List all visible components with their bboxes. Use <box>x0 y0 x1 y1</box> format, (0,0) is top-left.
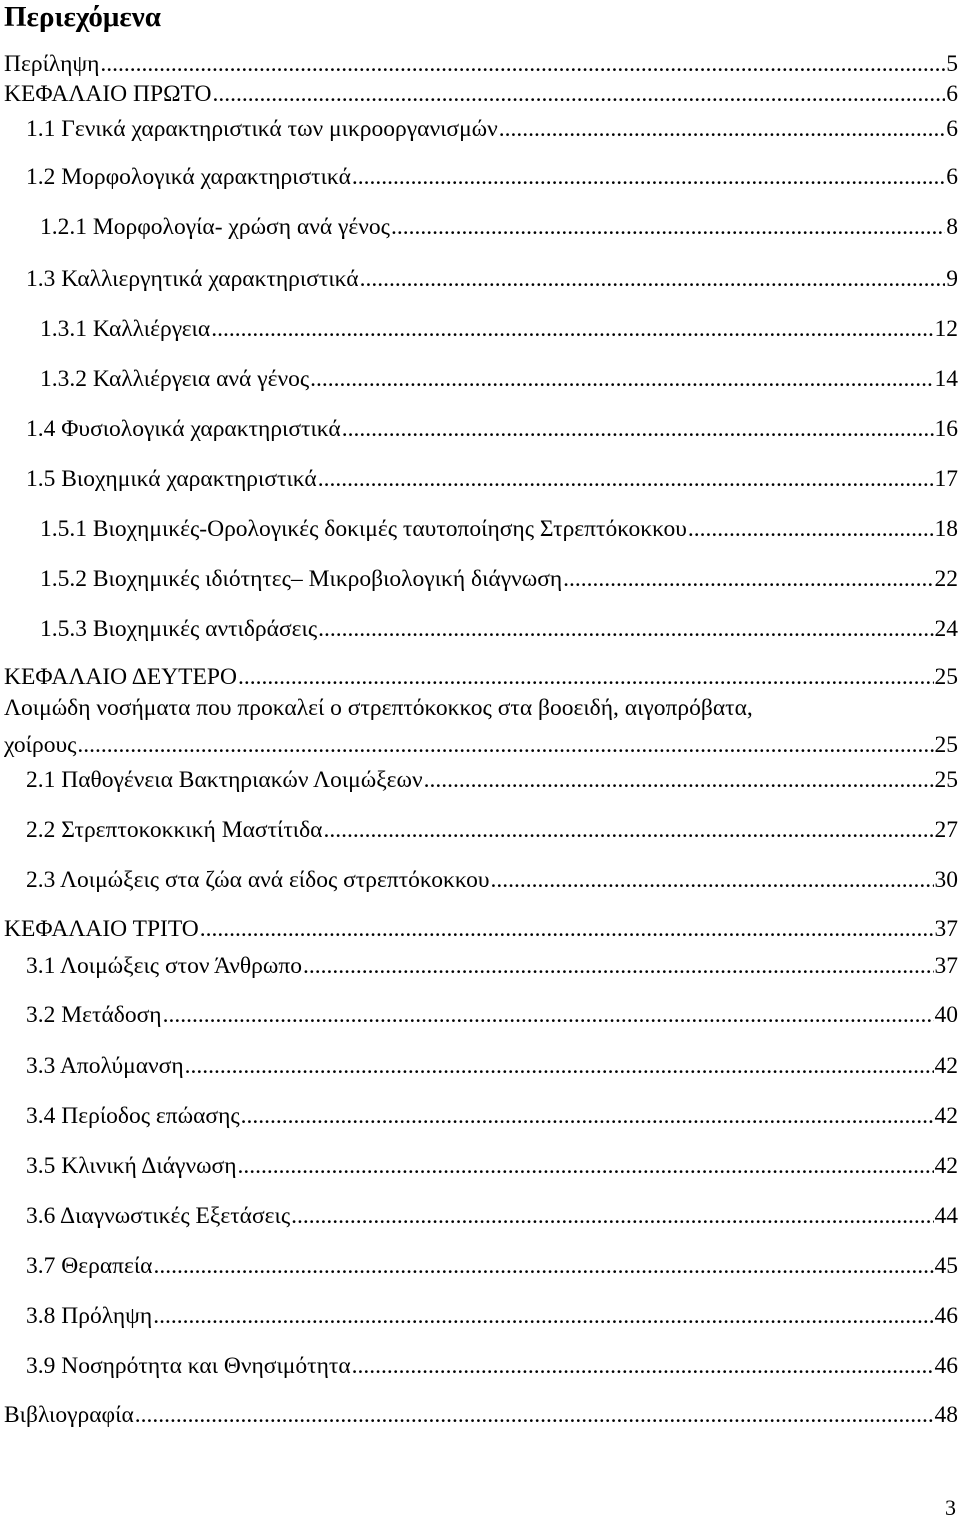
toc-entry[interactable] <box>40 363 958 393</box>
toc-entry-page: 6 <box>946 81 958 107</box>
toc-entry-label: 1.5.1 Βιοχημικές-Ορολογικές δοκιμές ταυτοποίησης Στρεπτόκοκκου <box>40 516 687 542</box>
toc-entry-label: 3.3 Απολύμανση <box>26 1053 184 1079</box>
dot-leader <box>318 466 934 493</box>
toc-entry[interactable] <box>26 950 958 980</box>
toc-entry-page: 25 <box>934 664 958 690</box>
toc-entry[interactable] <box>26 413 958 443</box>
toc-entry[interactable] <box>26 814 958 844</box>
toc-entry-label: 3.7 Θεραπεία <box>26 1253 153 1279</box>
toc-entry-page: 42 <box>934 1153 958 1179</box>
toc-entry[interactable] <box>40 313 958 343</box>
toc-entry[interactable] <box>40 513 958 543</box>
toc-entry-page: 46 <box>934 1303 958 1329</box>
toc-entry[interactable] <box>26 1100 958 1130</box>
dot-leader <box>185 1053 934 1080</box>
dot-leader <box>352 164 945 191</box>
toc-entry-page: 5 <box>946 51 958 77</box>
toc-entry-label: 2.3 Λοιμώξεις στα ζώα ανά είδος στρεπτόκοκκου <box>26 867 490 893</box>
dot-leader <box>238 664 934 691</box>
dot-leader <box>200 916 934 943</box>
toc-entry[interactable] <box>26 1200 958 1230</box>
toc-entry[interactable] <box>26 999 958 1029</box>
dot-leader <box>499 116 945 143</box>
toc-entry-page: 24 <box>934 616 958 642</box>
toc-entry-page: 42 <box>934 1103 958 1129</box>
toc-entry-label: 2.1 Παθογένεια Βακτηριακών Λοιμώξεων <box>26 767 423 793</box>
dot-leader <box>163 1002 934 1029</box>
toc-entry-label: ΚΕΦΑΛΑΙΟ ΔΕΥΤΕΡΟ <box>4 664 237 690</box>
toc-entry[interactable] <box>40 613 958 643</box>
toc-entry-page: 6 <box>946 116 958 142</box>
dot-leader <box>563 566 933 593</box>
toc-entry-label: 3.5 Κλινική Διάγνωση <box>26 1153 237 1179</box>
toc-entry-label: 1.5 Βιοχημικά χαρακτηριστικά <box>26 466 317 492</box>
toc-entry[interactable] <box>26 1250 958 1280</box>
toc-entry-page: 12 <box>934 316 958 342</box>
toc-entry-label: ΚΕΦΑΛΑΙΟ ΠΡΩΤΟ <box>4 81 212 107</box>
toc-entry-label-line1[interactable]: Λοιμώδη νοσήματα που προκαλεί ο στρεπτόκοκκος στα βοοειδή, αιγοπρόβατα, <box>4 695 753 721</box>
toc-entry-page: 45 <box>934 1253 958 1279</box>
toc-entry-label: 1.3.2 Καλλιέργεια ανά γένος <box>40 366 310 392</box>
toc-entry[interactable] <box>26 1350 958 1380</box>
dot-leader <box>352 1353 934 1380</box>
toc-entry-page: 22 <box>934 566 958 592</box>
toc-entry-label: χοίρους <box>4 732 77 758</box>
toc-entry-page: 14 <box>934 366 958 392</box>
toc-entry-label: 1.5.3 Βιοχημικές αντιδράσεις <box>40 616 318 642</box>
dot-leader <box>211 316 933 343</box>
dot-leader <box>491 867 934 894</box>
toc-entry-label: 3.6 Διαγνωστικές Εξετάσεις <box>26 1203 291 1229</box>
toc-entry[interactable] <box>4 913 958 943</box>
toc-entry-label: 3.1 Λοιμώξεις στον Άνθρωπο <box>26 953 302 979</box>
toc-entry-label: 1.2 Μορφολογικά χαρακτηριστικά <box>26 164 351 190</box>
dot-leader <box>100 51 945 78</box>
toc-entry[interactable] <box>26 263 958 293</box>
toc-entry[interactable] <box>4 78 958 108</box>
dot-leader <box>360 266 946 293</box>
toc-entry-page: 16 <box>934 416 958 442</box>
toc-entry-page: 9 <box>946 266 958 292</box>
toc-entry-page: 30 <box>934 867 958 893</box>
toc-entry-label: 1.3 Καλλιεργητικά χαρακτηριστικά <box>26 266 359 292</box>
toc-entry-page: 44 <box>934 1203 958 1229</box>
dot-leader <box>212 81 945 108</box>
toc-entry[interactable] <box>26 1150 958 1180</box>
dot-leader <box>323 817 933 844</box>
toc-entry[interactable] <box>4 1399 958 1429</box>
dot-leader <box>241 1103 934 1130</box>
dot-leader <box>154 1253 934 1280</box>
page-number: 3 <box>945 1495 956 1520</box>
toc-entry-page: 18 <box>934 516 958 542</box>
toc-entry-page: 27 <box>934 817 958 843</box>
toc-entry-label: 1.1 Γενικά χαρακτηριστικά των μικροοργανισμών <box>26 116 498 142</box>
toc-entry-page: 8 <box>946 214 958 240</box>
toc-entry[interactable] <box>26 1050 958 1080</box>
toc-entry[interactable] <box>4 48 958 78</box>
toc-entry[interactable] <box>26 1300 958 1330</box>
toc-entry-page: 46 <box>934 1353 958 1379</box>
dot-leader <box>391 214 945 241</box>
toc-entry-label: Βιβλιογραφία <box>4 1402 134 1428</box>
toc-entry-page: 6 <box>946 164 958 190</box>
dot-leader <box>424 767 934 794</box>
dot-leader <box>310 366 933 393</box>
dot-leader <box>238 1153 934 1180</box>
toc-entry-label: 1.4 Φυσιολογικά χαρακτηριστικά <box>26 416 341 442</box>
toc-entry[interactable] <box>26 161 958 191</box>
dot-leader <box>153 1303 933 1330</box>
toc-title: Περιεχόμενα <box>4 1 161 33</box>
dot-leader <box>291 1203 933 1230</box>
toc-entry[interactable] <box>4 729 958 759</box>
toc-entry-page: 42 <box>934 1053 958 1079</box>
dot-leader <box>688 516 934 543</box>
dot-leader <box>77 732 933 759</box>
dot-leader <box>303 953 934 980</box>
dot-leader <box>318 616 933 643</box>
toc-entry-page: 25 <box>934 732 958 758</box>
toc-entry[interactable] <box>26 764 958 794</box>
toc-entry-label: 3.8 Πρόληψη <box>26 1303 153 1329</box>
toc-entry-page: 37 <box>934 916 958 942</box>
toc-entry-label: Περίληψη <box>4 51 100 77</box>
toc-entry[interactable] <box>40 563 958 593</box>
dot-leader <box>135 1402 934 1429</box>
toc-entry-label: 3.9 Νοσηρότητα και Θνησιμότητα <box>26 1353 351 1379</box>
toc-entry-page: 48 <box>934 1402 958 1428</box>
toc-entry[interactable] <box>26 463 958 493</box>
toc-entry-page: 25 <box>934 767 958 793</box>
toc-entry[interactable] <box>26 864 958 894</box>
toc-entry-label: 3.2 Μετάδοση <box>26 1002 162 1028</box>
toc-entry-page: 40 <box>934 1002 958 1028</box>
toc-entry-label: 3.4 Περίοδος επώασης <box>26 1103 240 1129</box>
toc-entry-label: 2.2 Στρεπτοκοκκική Μαστίτιδα <box>26 817 323 843</box>
toc-entry-label: 1.3.1 Καλλιέργεια <box>40 316 211 342</box>
toc-entry[interactable] <box>4 661 958 691</box>
toc-entry-label: 1.5.2 Βιοχημικές ιδιότητες– Μικροβιολογική διάγνωση <box>40 566 563 592</box>
toc-entry-page: 37 <box>934 953 958 979</box>
toc-entry-label: ΚΕΦΑΛΑΙΟ ΤΡΙΤΟ <box>4 916 199 942</box>
dot-leader <box>342 416 934 443</box>
toc-entry-page: 17 <box>934 466 958 492</box>
toc-entry[interactable] <box>40 211 958 241</box>
toc-entry-label: 1.2.1 Μορφολογία- χρώση ανά γένος <box>40 214 390 240</box>
toc-entry[interactable] <box>26 113 958 143</box>
